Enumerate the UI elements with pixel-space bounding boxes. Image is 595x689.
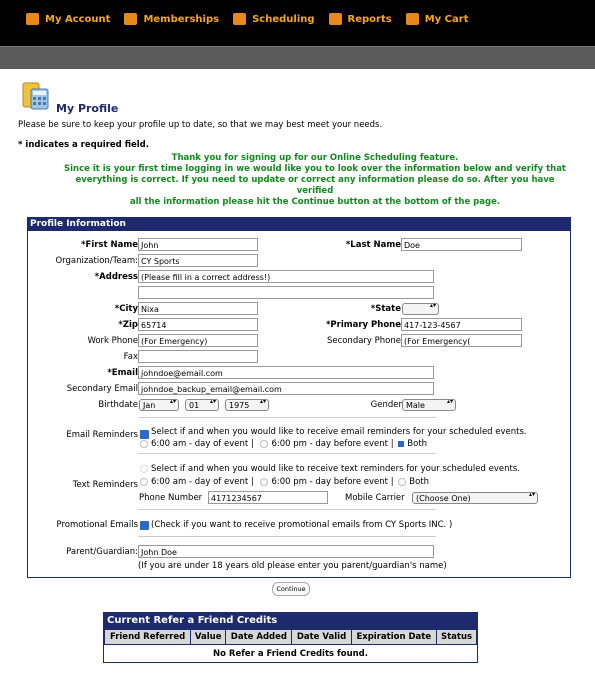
first-name-label: *First Name [81,240,138,250]
birth-year-select[interactable]: 1975 ▴▾ [225,399,269,411]
credits-table [104,629,477,662]
divider [138,536,436,537]
email-reminders-checkbox[interactable] [140,430,149,439]
continue-button[interactable]: Continue [272,582,310,596]
profile-calculator-icon [20,81,50,111]
primary-phone-label: *Primary Phone [325,320,401,330]
city-label: *City [114,304,138,314]
address-input[interactable]: (Please fill in a correct address!) [138,270,434,283]
organization-input[interactable]: CY Sports [138,254,258,267]
text-reminders-text [140,464,520,474]
nav-my-cart[interactable] [406,10,469,28]
nav-reports[interactable] [329,10,392,28]
zip-label: *Zip [118,320,138,330]
column-header: Status [437,630,477,645]
credits-title: Current Refer a Friend Credits [104,613,477,629]
birth-month-select[interactable]: Jan ▴▾ [139,399,179,411]
phone-number-label: Phone Number [139,493,203,503]
state-label: *State [370,304,401,314]
fax-label: Fax [123,352,138,362]
nav-label: My Cart [424,13,469,25]
text-reminders-desc: Select if and when you would like to receive text reminders for your scheduled events. [151,464,520,474]
mobile-carrier-label: Mobile Carrier [345,493,405,503]
text-reminders-checkbox[interactable] [140,465,148,473]
panel-header: Profile Information [28,218,570,231]
column-header: Date Valid [292,630,351,645]
phone-number-input[interactable]: 4171234567 [208,491,328,504]
email-opt-600pm: 6:00 pm - day before event | [271,439,394,449]
gender-select[interactable]: Male ▴▾ [402,399,456,411]
divider [138,453,436,454]
city-input[interactable]: Nixa [138,302,258,315]
promotional-emails-label: Promotional Emails [56,520,138,530]
primary-phone-input[interactable]: 417-123-4567 [401,318,522,331]
last-name-input[interactable]: Doe [401,238,522,251]
promotional-emails-text: (Check if you want to receive promotional emails from CY Sports INC. ) [151,520,453,530]
column-header: Expiration Date [351,630,437,645]
divider [138,509,436,510]
nav-memberships[interactable] [124,10,219,28]
page-title: My Profile [56,102,119,115]
refer-a-friend-credits [103,612,478,663]
text-opt-600pm: 6:00 pm - day before event | [271,477,394,487]
email-reminder-options [140,439,427,449]
address-label: *Address [94,272,138,282]
account-card-icon [26,13,39,25]
email-opt-both: Both [407,439,428,449]
text-600am-radio[interactable] [140,478,148,486]
nav-label: Scheduling [252,13,315,25]
column-header: Value [191,630,226,645]
profile-information-panel [27,217,571,578]
nav-label: Memberships [143,13,220,25]
table-row [105,645,477,663]
email-opt-600am: 6:00 am - day of event | [151,439,254,449]
welcome-line: everything is correct. If you need to update or correct any information please do so. After you have verified [75,175,555,196]
column-header: Date Added [226,630,292,645]
nav-label: Reports [347,13,392,25]
secondary-phone-label: Secondary Phone [326,336,401,346]
fax-input[interactable] [138,350,258,363]
parent-guardian-label: Parent/Guardian: [66,547,138,557]
email-label: *Email [107,368,138,378]
intro-text: Please be sure to keep your profile up to date, so that we may best meet your needs. [18,120,383,130]
secondary-phone-input[interactable]: (For Emergency( [401,334,522,347]
email-reminders-label: Email Reminders [66,430,138,440]
required-note: * indicates a required field. [18,140,149,150]
top-navigation [0,0,595,46]
email-600am-radio[interactable] [140,440,148,448]
cube-icon [329,13,342,25]
sub-navigation-bar [0,46,595,69]
cart-icon [406,13,419,25]
nav-label: My Account [45,13,111,25]
organization-label: Organization/Team: [55,256,138,266]
welcome-line: Thank you for signing up for our Online Scheduling feature. [171,153,459,163]
email-600pm-radio[interactable] [260,440,268,448]
empty-message: No Refer a Friend Credits found. [213,648,368,659]
work-phone-label: Work Phone [87,336,138,346]
work-phone-input[interactable]: (For Emergency) [138,334,258,347]
birthdate-label: Birthdate [98,400,138,410]
zip-input[interactable]: 65714 [138,318,258,331]
text-opt-both: Both [409,477,430,487]
welcome-line: Since it is your first time logging in we would like you to look over the information below and verify that [63,164,566,174]
calendar-icon [233,13,246,25]
credits-header-row [105,630,477,645]
email-input[interactable]: johndoe@email.com [138,366,434,379]
text-600pm-radio[interactable] [260,478,268,486]
birth-day-select[interactable]: 01 ▴▾ [185,399,219,411]
address-line2-input[interactable] [138,286,434,299]
divider [138,417,436,418]
gender-label: Gender [370,400,402,410]
list-icon [124,13,137,25]
nav-scheduling[interactable] [233,10,314,28]
state-select[interactable] [402,303,439,315]
secondary-email-label: Secondary Email [66,384,138,394]
promotional-emails-checkbox[interactable] [140,521,149,530]
parent-guardian-input[interactable]: John Doe [138,545,434,558]
first-name-input[interactable]: John [138,238,258,251]
text-both-radio[interactable] [398,478,406,486]
email-both-checkbox[interactable] [398,441,404,447]
email-reminders-text: Select if and when you would like to receive email reminders for your scheduled events. [151,427,527,437]
welcome-message [60,153,570,208]
secondary-email-input[interactable]: johndoe_backup_email@email.com [138,382,434,395]
text-reminders-label: Text Reminders [72,480,138,490]
column-header: Friend Referred [105,630,191,645]
last-name-label: *Last Name [345,240,401,250]
text-opt-600am: 6:00 am - day of event | [151,477,254,487]
text-reminder-options [140,477,429,487]
guardian-note: (If you are under 18 years old please enter you parent/guardian's name) [138,561,447,571]
welcome-line: all the information please hit the Continue button at the bottom of the page. [129,197,501,207]
nav-my-account[interactable] [26,10,110,28]
mobile-carrier-select[interactable]: (Choose One) ▴▾ [412,492,538,504]
